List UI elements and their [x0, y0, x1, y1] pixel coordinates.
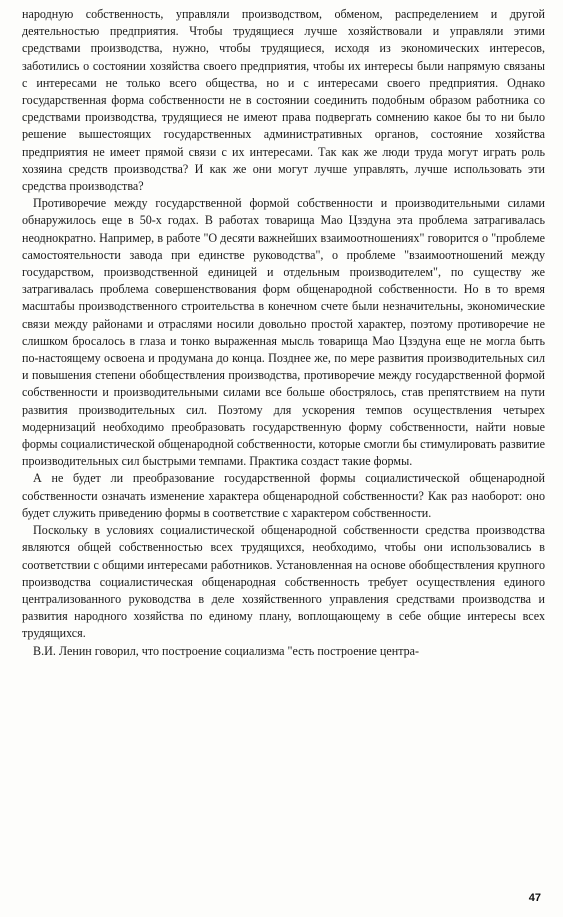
paragraph-3: А не будет ли преобразование государственной формы социалистической общенародной собственности означать изменение характера общенародной собственности? Как раз наоборот: оно будет служить приведению формы в соответствие с характером собственности. [22, 471, 545, 520]
body-text [22, 6, 545, 660]
paragraph-2: Противоречие между государственной формой собственности и производительными силами обнаружилось еще в 50-х годах. В работах товарища Мао Цзэдуна эта проблема затрагивалась неоднократно. Например, в работе "О десяти важнейших взаимоотношениях" говорится о "проблеме самостоятельности завода при единстве руководства", о проблеме "взаимоотношений между государством, производственной единицей и отдельным производителем", по существу же затрагивалась проблема совершенствования форм общенародной собственности. Но в то время масштабы производственного строительства в конечном счете были незначительны, экономические связи между районами и отраслями носили довольно простой характер, поэтому противоречие не слишком бросалось в глаза и тонко выраженная мысль товарища Мао Цзэдуна еще не могла быть по-настоящему освоена и продумана до конца. Позднее же, по мере развития производительных сил и повышения степени обобществления производства, противоречие между государственной формой собственности и производительными силами все больше обострялось, став препятствием на пути развития производительных сил. Поэтому для ускорения темпов осуществления четырех модернизаций необходимо преобразовать государственную форму собственности, найти новые формы социалистической общенародной собственности, которые смогли бы стимулировать развитие производительных сил быстрыми темпами. Практика создаст такие формы. [22, 196, 545, 469]
paragraph-4: Поскольку в условиях социалистической общенародной собственности средства производства являются общей собственностью всех трудящихся, необходимо, чтобы они использовались в соответствии с общими интересами работников. Установленная на основе обобществления крупного производства социалистическая общенародная собственность требует осуществления единого централизованного руководства в деле хозяйственного управления средствами производства и развития народного хозяйства по единому плану, воплощающему в себе общие интересы всех трудящихся. [22, 523, 545, 641]
paragraph-5: В.И. Ленин говорил, что построение социализма "есть построение центра- [33, 643, 420, 658]
paragraph-1: народную собственность, управляли производством, обменом, распределением и другой деятельностью предприятия. Чтобы трудящиеся лучше хозяйствовали и управляли этими средствами производства, нужно, чтобы трудящиеся, исходя из экономических интересов, заботились о состоянии хозяйства своего предприятия, чтобы их интересы были напрямую связаны с интересами не только всего общества, но и с интересами своего предприятия. Однако государственная форма собственности не в состоянии соединить подобным образом работника со средствами производства, трудящиеся не имеют права подвергать сомнению какое бы то ни было решение вышестоящих государственных административных органов, состояние хозяйства предприятия не имеет прямой связи с их интересами. Так как же люди труда могут играть роль хозяина средств производства? И как же они могут лучше управлять, лучше использовать эти средства производства? [22, 7, 545, 194]
page-number: 47 [528, 892, 541, 904]
